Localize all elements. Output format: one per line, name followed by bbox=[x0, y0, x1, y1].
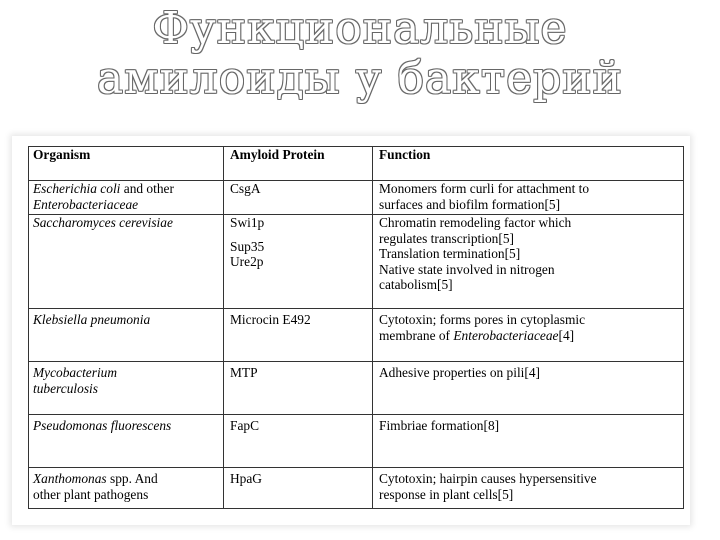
table-row bbox=[29, 215, 684, 309]
protein-cell bbox=[224, 215, 373, 309]
organism-name: Pseudomonas fluorescens bbox=[33, 418, 172, 433]
header-function: Function bbox=[373, 147, 684, 181]
organism-cell bbox=[29, 362, 224, 415]
organism-extra: other plant pathogens bbox=[33, 486, 149, 502]
protein-name: FapC bbox=[230, 418, 260, 433]
function-cell bbox=[373, 215, 684, 309]
organism-extra: and other bbox=[123, 181, 174, 196]
function-ref: [4] bbox=[558, 327, 575, 343]
organism-name: Enterobacteriaceae bbox=[33, 196, 139, 212]
function-cell bbox=[373, 309, 684, 362]
function-line: Cytotoxin; forms pores in cytoplasmic bbox=[379, 312, 586, 327]
function-line: Monomers form curli for attachment to bbox=[379, 181, 590, 196]
function-line: surfaces and biofilm formation[5] bbox=[379, 196, 561, 212]
organism-cell bbox=[29, 215, 224, 309]
protein-name: Swi1p bbox=[230, 215, 265, 230]
protein-cell bbox=[224, 468, 373, 509]
table-panel bbox=[12, 136, 690, 525]
protein-cell bbox=[224, 309, 373, 362]
amyloid-table bbox=[28, 146, 684, 509]
protein-name: Microcin E492 bbox=[230, 312, 311, 327]
function-taxon: Enterobacteriaceae bbox=[453, 327, 559, 343]
organism-name: Xanthomonas bbox=[33, 471, 107, 486]
protein-cell bbox=[224, 362, 373, 415]
function-line: Translation termination[5] bbox=[379, 246, 521, 261]
table-row bbox=[29, 181, 684, 215]
function-line bbox=[379, 328, 679, 344]
table-row bbox=[29, 415, 684, 468]
protein-cell bbox=[224, 181, 373, 215]
function-line: Native state involved in nitrogen bbox=[379, 261, 555, 277]
function-line: regulates transcription[5] bbox=[379, 230, 514, 246]
header-organism: Organism bbox=[29, 147, 224, 181]
organism-extra: spp. And bbox=[110, 471, 158, 486]
organism-cell bbox=[29, 468, 224, 509]
organism-name: tuberculosis bbox=[33, 380, 98, 396]
slide-title bbox=[0, 4, 720, 104]
protein-cell bbox=[224, 415, 373, 468]
function-cell bbox=[373, 415, 684, 468]
title-line-1: Функциональные bbox=[152, 3, 568, 54]
protein-name: HpaG bbox=[230, 471, 262, 486]
protein-name: Sup35 bbox=[230, 238, 265, 254]
organism-cell bbox=[29, 309, 224, 362]
organism-cell bbox=[29, 181, 224, 215]
function-line: Cytotoxin; hairpin causes hypersensitive bbox=[379, 471, 597, 486]
protein-name: Ure2p bbox=[230, 254, 264, 269]
function-line: Adhesive properties on pili[4] bbox=[379, 365, 541, 380]
organism-name: Mycobacterium bbox=[33, 365, 118, 380]
protein-name: CsgA bbox=[230, 181, 261, 196]
function-line: response in plant cells[5] bbox=[379, 486, 514, 502]
table-row bbox=[29, 362, 684, 415]
title-line-2: амилоиды у бактерий bbox=[97, 53, 623, 104]
table-row bbox=[29, 468, 684, 509]
table-row bbox=[29, 309, 684, 362]
function-cell bbox=[373, 468, 684, 509]
organism-name: Saccharomyces cerevisiae bbox=[33, 215, 173, 230]
header-protein: Amyloid Protein bbox=[224, 147, 373, 181]
function-line: Chromatin remodeling factor which bbox=[379, 215, 572, 230]
function-line: catabolism[5] bbox=[379, 277, 453, 292]
function-text: membrane of bbox=[379, 327, 451, 343]
organism-name: Escherichia coli bbox=[33, 181, 121, 196]
function-cell bbox=[373, 181, 684, 215]
organism-cell bbox=[29, 415, 224, 468]
organism-name: Klebsiella pneumonia bbox=[33, 312, 151, 327]
protein-name: MTP bbox=[230, 365, 258, 380]
table-header-row bbox=[29, 147, 684, 181]
function-cell bbox=[373, 362, 684, 415]
function-line: Fimbriae formation[8] bbox=[379, 418, 500, 433]
